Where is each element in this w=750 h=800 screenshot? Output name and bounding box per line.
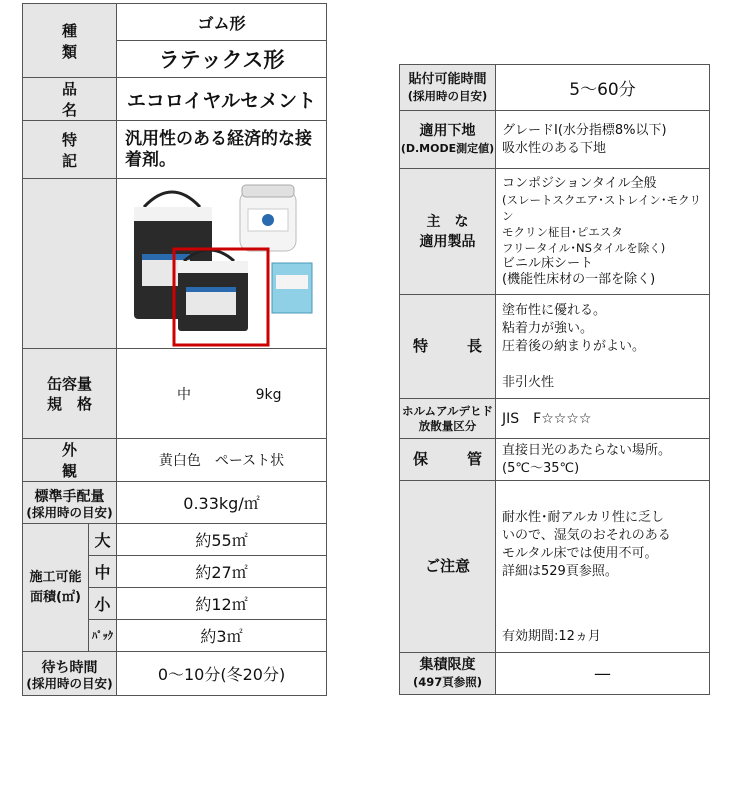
appearance-value: 黄白色 ペースト状 <box>117 439 327 482</box>
type-latex: ラテックス形 <box>117 41 327 78</box>
substrate-line-2: 吸水性のある下地 <box>502 140 607 156</box>
products-value <box>496 169 710 295</box>
can-label-1: 缶容量 <box>47 374 93 393</box>
formaldehyde-value: JIS F☆☆☆☆ <box>496 399 710 439</box>
area-size-3: ﾊﾟｯｸ <box>89 620 117 652</box>
wait-note: (採用時の目安) <box>26 675 113 691</box>
paste-time-note: (採用時の目安) <box>407 88 488 103</box>
products-label <box>400 169 496 295</box>
can-size-weight: 9kg <box>255 386 282 403</box>
product-label: 品 名 <box>23 78 117 121</box>
notes-value: 汎用性のある経済的な接着剤。 <box>117 121 327 179</box>
storage-line-2: (5℃〜35℃) <box>502 460 580 476</box>
products-line-4: ビニル床シート <box>502 255 594 271</box>
type-label: 種 類 <box>23 4 117 78</box>
products-line-0: コンポジションタイル全般 <box>502 175 657 191</box>
features-line-0: 塗布性に優れる。 <box>502 302 607 318</box>
appearance-label: 外 観 <box>23 439 117 482</box>
area-size-1: 中 <box>89 556 117 588</box>
storage-value <box>496 439 710 481</box>
std-amount-label-cell <box>23 482 117 524</box>
area-value-2: 約12㎡ <box>117 588 327 620</box>
std-amount-label: 標準手配量 <box>34 488 105 505</box>
formaldehyde-label <box>400 399 496 439</box>
formaldehyde-label-2: 放散量区分 <box>418 418 477 433</box>
storage-line-1: 直接日光のあたらない場所。 <box>502 442 672 458</box>
features-line-1: 粘着力が強い。 <box>502 320 594 336</box>
notes-label: 特 記 <box>23 121 117 179</box>
substrate-value <box>496 111 710 169</box>
area-size-2: 小 <box>89 588 117 620</box>
product-photo <box>122 179 322 344</box>
features-value <box>496 295 710 399</box>
paste-time-label: 貼付可能時間 <box>408 71 487 87</box>
substrate-note: (D.MODE測定値) <box>400 141 495 155</box>
caution-expiry: 有効期間:12ヵ月 <box>502 629 601 644</box>
limit-label: 集積限度 <box>419 656 476 673</box>
area-value-0: 約55㎡ <box>117 524 327 556</box>
wait-label-cell <box>23 652 117 696</box>
area-size-0: 大 <box>89 524 117 556</box>
caution-line-0: 耐水性･耐アルカリ性に乏し <box>502 510 664 525</box>
caution-label: ご注意 <box>400 481 496 653</box>
features-label: 特 長 <box>400 295 496 399</box>
products-label-2: 適用製品 <box>419 233 476 250</box>
wait-value: 0〜10分(冬20分) <box>117 652 327 696</box>
area-value-1: 約27㎡ <box>117 556 327 588</box>
products-line-1: (スレートスクエア･ストレイン･モクリン <box>502 192 702 223</box>
can-label-2: 規 格 <box>47 394 93 413</box>
type-rubber: ゴム形 <box>117 4 327 41</box>
formaldehyde-label-1: ホルムアルデヒド <box>401 403 494 418</box>
product-name: エコロイヤルセメント <box>117 78 327 121</box>
std-amount-value: 0.33kg/㎡ <box>117 482 327 524</box>
limit-label-cell <box>400 653 496 695</box>
substrate-label: 適用下地 <box>419 122 476 139</box>
limit-note: (497頁参照) <box>412 674 483 689</box>
storage-label: 保 管 <box>400 439 496 481</box>
paste-time-label-cell <box>400 65 496 111</box>
spec-table-right <box>399 64 710 695</box>
product-image-cell <box>117 179 327 349</box>
products-line-5: (機能性床材の一部を除く) <box>502 271 656 287</box>
area-label: 施工可能面積(㎡) <box>23 524 89 652</box>
features-line-2: 圧着後の納まりがよい。 <box>502 338 646 354</box>
products-line-2: モクリン柾目･ピエスタ <box>502 224 623 239</box>
products-label-1: 主 な <box>426 213 469 230</box>
features-line-4: 非引火性 <box>502 374 555 390</box>
can-size-name: 中 <box>177 386 192 403</box>
caution-line-2: モルタル床では使用不可。 <box>502 546 658 561</box>
limit-value: — <box>496 653 710 695</box>
image-label-cell <box>23 179 117 349</box>
caution-value <box>496 481 710 653</box>
wait-label: 待ち時間 <box>41 659 98 676</box>
features-line-3 <box>502 356 703 374</box>
std-amount-note: (採用時の目安) <box>26 504 113 520</box>
spec-table-left <box>22 3 327 696</box>
caution-line-1: いので、湿気のおそれのある <box>502 528 671 543</box>
products-line-3: フリータイル･NSタイルを除く) <box>502 240 666 255</box>
substrate-line-1: グレードⅠ(水分指標8%以下) <box>502 122 667 138</box>
paste-time-value: 5〜60分 <box>496 65 710 111</box>
substrate-label-cell <box>400 111 496 169</box>
can-label <box>23 349 117 439</box>
area-value-3: 約3㎡ <box>117 620 327 652</box>
can-spec <box>117 349 327 439</box>
caution-line-3: 詳細は529頁参照。 <box>502 564 618 579</box>
